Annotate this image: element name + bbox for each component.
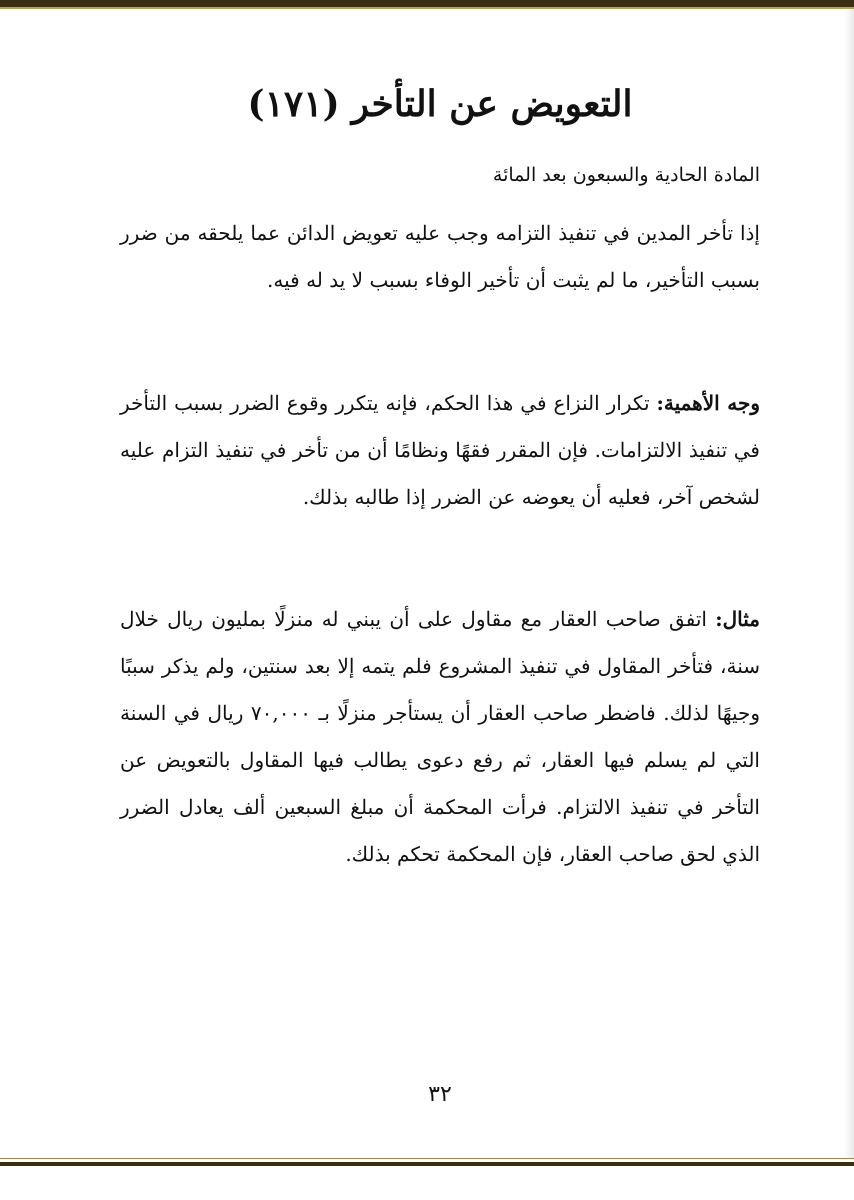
title-number: (١٧١) [247, 83, 340, 125]
title-text: التعويض عن التأخر [351, 83, 633, 125]
example-paragraph [120, 596, 760, 878]
page-edge-shadow [844, 9, 854, 1158]
importance-label: وجه الأهمية: [656, 391, 760, 415]
example-label: مثال: [715, 607, 760, 631]
page-number: ٣٢ [428, 1082, 452, 1107]
importance-paragraph [120, 380, 760, 521]
bottom-border-thin [0, 1158, 854, 1159]
document-page [120, 0, 760, 1150]
example-text: اتفق صاحب العقار مع مقاول على أن يبني له منزلًا بمليون ريال خلال سنة، فتأخر المقاول في تنفيذ المشروع فلم يتمه إلا بعد سنتين، ولم يذكر سببًا وجيهًا لذلك. فاضطر صاحب العقار أن يستأجر منزلًا بـ ٧٠,٠٠٠ ريال في السنة التي لم يسلم فيها العقار، ثم رفع دعوى يطالب فيها المقاول بالتعويض عن التأخر في تنفيذ الالتزام. فرأت المحكمة أن مبلغ السبعين ألف يعادل الضرر الذي لحق صاحب العقار، فإن المحكمة تحكم بذلك. [120, 607, 761, 866]
article-name: المادة الحادية والسبعون بعد المائة [492, 164, 760, 186]
article-text: إذا تأخر المدين في تنفيذ التزامه وجب عليه تعويض الدائن عما يلحقه من ضرر بسبب التأخير، ما لم يثبت أن تأخير الوفاء بسبب لا يد له فيه. [120, 221, 760, 292]
bottom-border-thick [0, 1162, 854, 1166]
page-title [120, 76, 760, 132]
importance-text: تكرار النزاع في هذا الحكم، فإنه يتكرر وقوع الضرر بسبب التأخر في تنفيذ الالتزامات. فإن المقرر فقهًا ونظامًا أن من تأخر في تنفيذ التزام عليه لشخص آخر، فعليه أن يعوضه عن الضرر إذا طالبه بذلك. [120, 391, 760, 509]
